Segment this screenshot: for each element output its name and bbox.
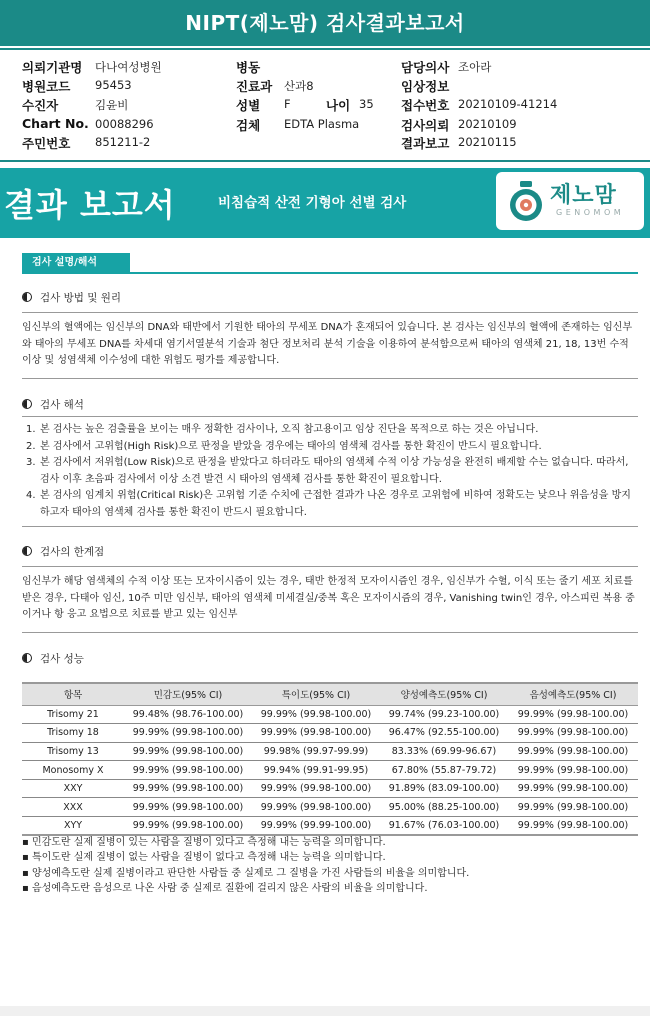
table-row: XXY 99.99% (99.98-100.00) 99.99% (99.98-100.00) 91.89% (83.09-100.00) 99.99% (99.98-100.00) — [22, 779, 638, 798]
table-row: XYY 99.99% (99.98-100.00) 99.99% (99.99-100.00) 91.67% (76.03-100.00) 99.99% (99.98-100.00) — [22, 817, 638, 836]
dept-value: 산과8 — [284, 79, 314, 93]
interpretation-heading-text: 검사 해석 — [40, 399, 84, 411]
half-circle-icon — [22, 399, 32, 409]
dept-label: 진료과 — [236, 79, 273, 94]
specimen-value: EDTA Plasma — [284, 117, 360, 131]
performance-heading-text: 검사 성능 — [40, 653, 84, 665]
requested-value: 20210109 — [458, 117, 517, 131]
hospital-label: 의뢰기관명 — [22, 60, 83, 75]
list-item: 2. 본 검사에서 고위험(High Risk)으로 판정을 받았을 경우에는 태아의 염색체 검사를 통한 확진이 반드시 필요합니다. — [26, 440, 542, 452]
logo-text: 제노맘 — [550, 183, 617, 208]
section-tab: 검사 설명/해석 — [22, 253, 130, 273]
list-item: 3. 본 검사에서 저위험(Low Risk)으로 판정을 받았다고 하더라도 태아의 염색체 수적 이상 가능성을 완전히 배제할 수는 없습니다. 따라서, 검사 이후 초음파 검사에서 이상 소견 발견 시 태아의 염색체 검사를 통한 확진이 필요합니다. — [26, 457, 629, 485]
performance-notes — [22, 835, 638, 897]
page-footer — [0, 1006, 650, 1016]
receiver-value: 김윤비 — [95, 98, 129, 112]
divider — [22, 566, 638, 567]
column-header: 양성예측도(95% CI) — [380, 683, 508, 705]
half-circle-icon — [22, 653, 32, 663]
performance-heading — [22, 651, 84, 666]
banner-title: 결과 보고서 — [4, 186, 176, 224]
divider — [22, 416, 638, 417]
divider — [22, 312, 638, 313]
age-label: 나이 — [326, 98, 351, 113]
ward-label: 병동 — [236, 60, 261, 75]
accession-label: 접수번호 — [401, 98, 450, 113]
sex-value: F — [284, 97, 291, 111]
interpretation-list — [26, 422, 638, 521]
chart-label: Chart No. — [22, 116, 89, 131]
list-item: 1. 본 검사는 높은 검출률을 보이는 매우 정확한 검사이나, 오직 참고용이고 임상 진단을 목적으로 하는 것은 아닙니다. — [26, 424, 539, 435]
specimen-label: 검체 — [236, 118, 261, 133]
age-value: 35 — [359, 97, 374, 111]
list-item: 4. 본 검사의 임계치 위험(Critical Risk)은 고위험 기준 수치에 근접한 결과가 나온 경우로 고위험에 비하여 정확도는 낮으나 위음성을 방지하고자 태아의 염색체 검사를 통한 확진이 반드시 필요합니다. — [26, 490, 631, 518]
clinical-label: 임상정보 — [401, 79, 450, 94]
method-heading — [22, 290, 121, 305]
table-row: Trisomy 18 99.99% (99.98-100.00) 99.99% (99.98-100.00) 96.47% (92.55-100.00) 99.99% (99.98-100.00) — [22, 724, 638, 743]
table-row: Trisomy 21 99.48% (98.76-100.00) 99.99% (99.98-100.00) 99.74% (99.23-100.00) 99.99% (99.98-100.00) — [22, 705, 638, 724]
column-header: 민감도(95% CI) — [124, 683, 252, 705]
logo-subtext: GENOMOM — [556, 208, 625, 217]
genomom-logo — [496, 172, 644, 230]
section-divider — [22, 272, 638, 274]
column-header: 항목 — [22, 683, 124, 705]
divider — [22, 632, 638, 633]
limitations-heading — [22, 544, 104, 559]
limitations-text: 임신부가 해당 염색체의 수적 이상 또는 모자이시즘이 있는 경우, 태반 한정적 모자이시즘인 경우, 임신부가 수혈, 이식 또는 줄기 세포 치료를 받은 경우, 다태아 임신, 10주 미만 임신부, 태아의 염색체 미세결실/중복 혹은 모자이시즘의 경우, Vanishing twin인 경우, 아스피린 복용 중이거나 항 응고 요법으로 치료를 받고 있는 임신부 — [22, 576, 635, 620]
half-circle-icon — [22, 292, 32, 302]
column-header: 음성예측도(95% CI) — [508, 683, 638, 705]
genomom-logo-icon — [506, 180, 546, 222]
limitations-heading-text: 검사의 한계점 — [40, 546, 105, 558]
interpretation-heading — [22, 397, 84, 412]
receiver-label: 수진자 — [22, 98, 59, 113]
note-item: ▪ 특이도란 실제 질병이 없는 사람을 질병이 없다고 측정해 내는 능력을 의미합니다. — [22, 852, 386, 864]
method-heading-text: 검사 방법 및 원리 — [40, 292, 122, 304]
table-row: Trisomy 13 99.99% (99.98-100.00) 99.98% (99.97-99.99) 83.33% (69.99-96.67) 99.99% (99.98-100.00) — [22, 742, 638, 761]
patient-info — [0, 48, 650, 162]
note-item: ▪ 양성예측도란 실제 질병이라고 판단한 사람들 중 실제로 그 질병을 가진 사람들의 비율을 의미합니다. — [22, 867, 470, 879]
chart-value: 00088296 — [95, 117, 154, 131]
divider — [22, 526, 638, 527]
sex-label: 성별 — [236, 98, 261, 113]
resident-value: 851211-2 — [95, 135, 151, 149]
method-text: 임신부의 혈액에는 임신부의 DNA와 태반에서 기원한 태아의 무세포 DNA가 혼재되어 있습니다. 본 검사는 임신부의 혈액에 존재하는 임신부와 태아의 무세포 DNA를 차세대 염기서열분석 기술과 첨단 정보처리 분석 기술을 이용하여 분석함으로써 태아의 염색체 21, 18, 13번 수적 이상 및 성염색체 이수성에 대한 위험도 평가를 제공합니다. — [22, 322, 633, 366]
hospital-value: 다나여성병원 — [95, 60, 162, 74]
note-item: ▪ 민감도란 실제 질병이 있는 사람을 질병이 있다고 측정해 내는 능력을 의미합니다. — [22, 837, 386, 848]
reported-label: 결과보고 — [401, 136, 450, 151]
resident-label: 주민번호 — [22, 136, 71, 151]
divider — [22, 378, 638, 379]
reported-value: 20210115 — [458, 135, 517, 149]
performance-table — [22, 682, 638, 836]
doctor-label: 담당의사 — [401, 60, 450, 75]
table-header-row — [22, 683, 638, 705]
column-header: 특이도(95% CI) — [252, 683, 380, 705]
table-row: XXX 99.99% (99.98-100.00) 99.99% (99.98-100.00) 95.00% (88.25-100.00) 99.99% (99.98-100.00) — [22, 798, 638, 817]
report-title: NIPT(제노맘) 검사결과보고서 — [0, 0, 650, 46]
table-row: Monosomy X 99.99% (99.98-100.00) 99.94% (99.91-99.95) 67.80% (55.87-79.72) 99.99% (99.98-100.00) — [22, 761, 638, 780]
doctor-value: 조아라 — [458, 60, 492, 74]
accession-value: 20210109-41214 — [458, 97, 558, 111]
half-circle-icon — [22, 546, 32, 556]
banner-subtitle: 비침습적 산전 기형아 선별 검사 — [218, 195, 407, 211]
hospital-code-label: 병원코드 — [22, 79, 71, 94]
hospital-code-value: 95453 — [95, 78, 132, 92]
note-item: ▪ 음성예측도란 음성으로 나온 사람 중 실제로 질환에 걸리지 않은 사람의 비율을 의미합니다. — [22, 883, 428, 895]
requested-label: 검사의뢰 — [401, 118, 450, 133]
